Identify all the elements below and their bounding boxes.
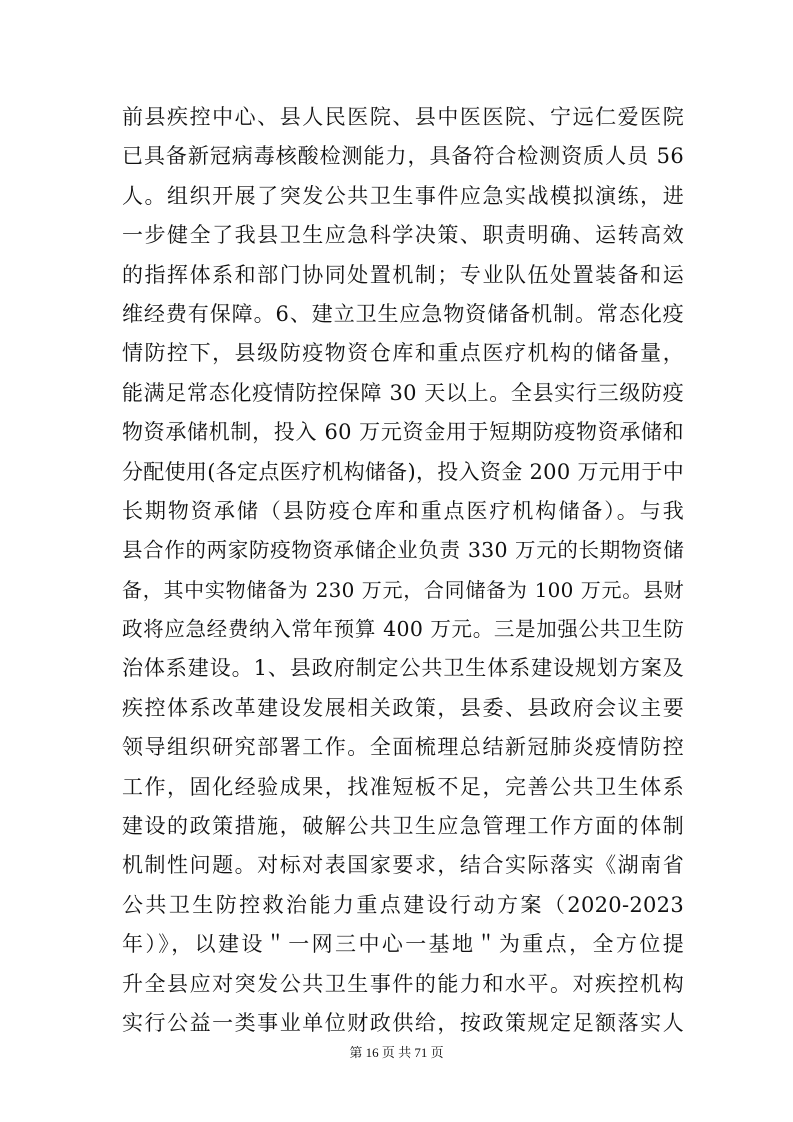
- text-line: 治体系建设。1、县政府制定公共卫生体系建设规划方案及: [122, 656, 684, 681]
- text-line: 政将应急经费纳入常年预算 400 万元。三是加强公共卫生防: [122, 617, 684, 642]
- text-line: 长期物资承储（县防疫仓库和重点医疗机构储备）。与我: [122, 498, 684, 523]
- text-line: 工作，固化经验成果，找准短板不足，完善公共卫生体系: [122, 774, 684, 799]
- text-line: 建设的政策措施，破解公共卫生应急管理工作方面的体制: [122, 814, 684, 839]
- text-line: 疾控体系改革建设发展相关政策，县委、县政府会议主要: [122, 695, 684, 720]
- text-line: 领导组织研究部署工作。全面梳理总结新冠肺炎疫情防控: [122, 735, 684, 760]
- text-line: 前县疾控中心、县人民医院、县中医医院、宁远仁爱医院: [122, 105, 684, 129]
- text-line: 情防控下，县级防疫物资仓库和重点医疗机构的储备量，: [122, 341, 684, 366]
- text-line: 县合作的两家防疫物资承储企业负责 330 万元的长期物资储: [122, 538, 684, 563]
- text-line: 能满足常态化疫情防控保障 30 天以上。全县实行三级防疫: [122, 380, 684, 405]
- text-line: 维经费有保障。6、建立卫生应急物资储备机制。常态化疫: [122, 301, 684, 326]
- text-line: 升全县应对突发公共卫生事件的能力和水平。对疾控机构: [122, 971, 684, 996]
- text-line: 年）》，以建设＂一网三中心一基地＂为重点，全方位提: [122, 932, 684, 957]
- page-number: 第 16 页 共 71 页: [349, 1045, 444, 1060]
- text-line: 已具备新冠病毒核酸检测能力，具备符合检测资质人员 56: [122, 144, 684, 169]
- text-line: 的指挥体系和部门协同处置机制；专业队伍处置装备和运: [122, 262, 684, 287]
- body-text: [122, 98, 684, 1043]
- page-footer: [0, 1042, 793, 1061]
- text-line: 一步健全了我县卫生应急科学决策、职责明确、运转高效: [122, 223, 684, 248]
- text-line: 物资承储机制，投入 60 万元资金用于短期防疫物资承储和: [122, 420, 684, 445]
- text-line: 机制性问题。对标对表国家要求，结合实际落实《湖南省: [122, 853, 684, 878]
- text-line: 人。组织开展了突发公共卫生事件应急实战模拟演练，进: [122, 183, 684, 208]
- text-line: 公共卫生防控救治能力重点建设行动方案（2020-2023: [122, 892, 684, 917]
- text-line: 分配使用(各定点医疗机构储备)，投入资金 200 万元用于中: [122, 459, 684, 484]
- text-line: 实行公益一类事业单位财政供给，按政策规定足额落实人: [122, 1010, 684, 1035]
- text-line: 备，其中实物储备为 230 万元，合同储备为 100 万元。县财: [122, 577, 684, 602]
